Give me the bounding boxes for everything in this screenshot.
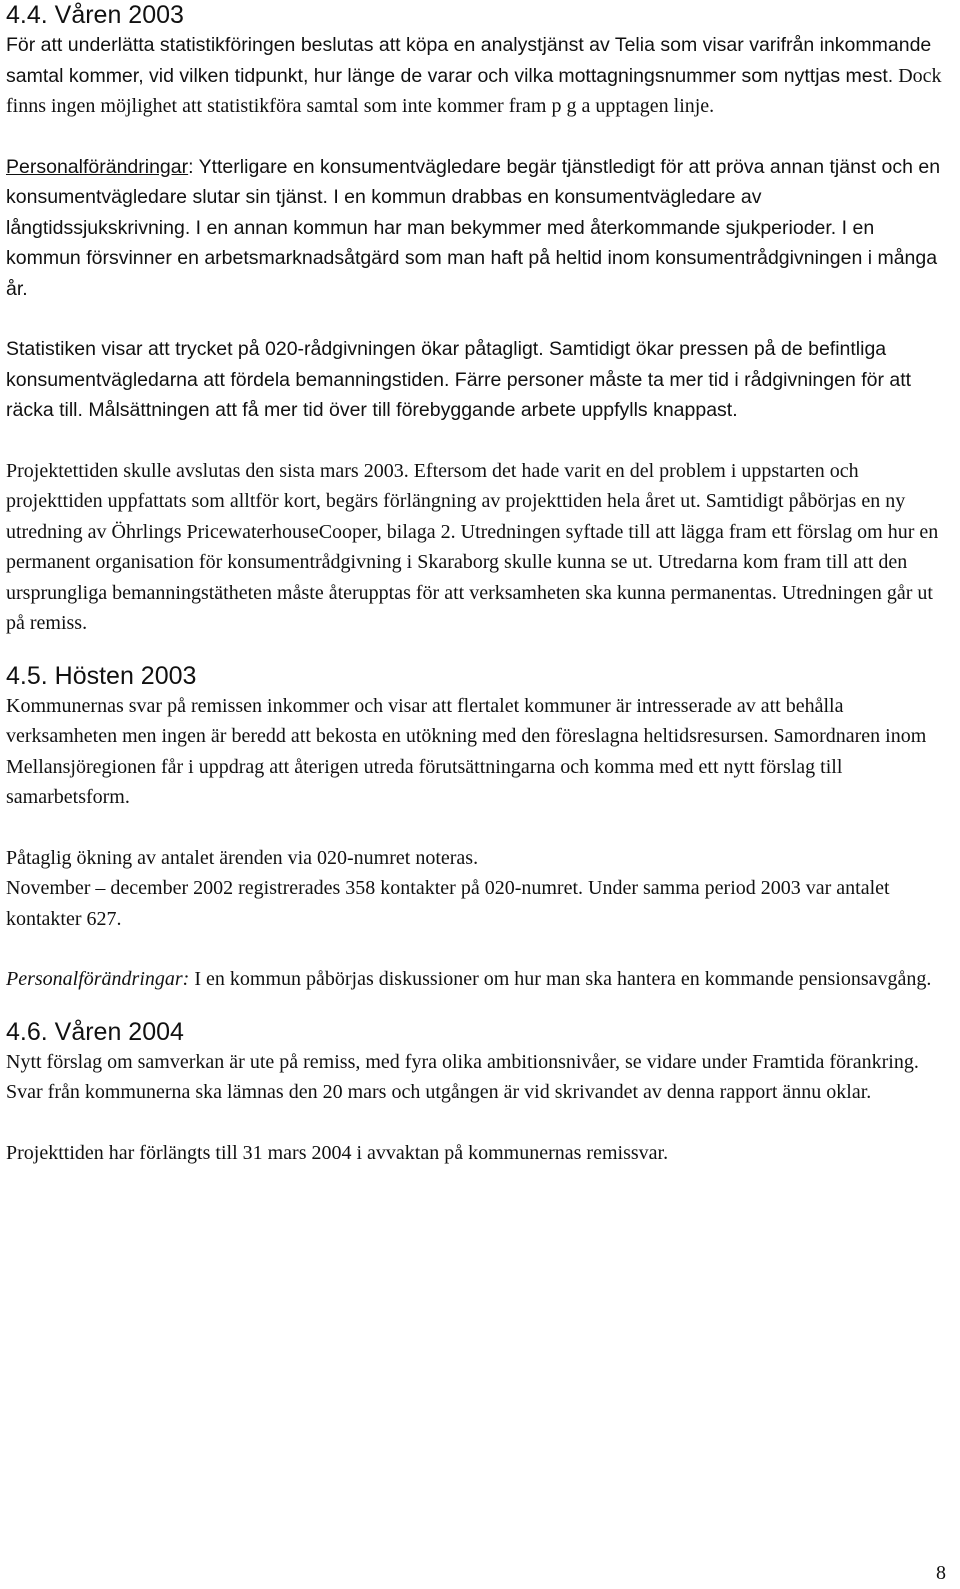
- paragraph-telia-sans-tail: mottagningsnummer som nyttjas mest.: [558, 64, 894, 87]
- personnel-changes-text: : Ytterligare en konsumentvägledare begär tjänstledigt för att pröva annan tjänst och en konsumentvägledare slutar sin tjänst. I en kommun drabbas en konsumentvägledare av långtidssjukskrivning. I en annan kommun har man bekymmer med återkommande sjukperioder. I en kommun försvinner en arbetsmarknadsåtgärd som man haft på heltid inom konsumentrådgivningen i många år.: [6, 155, 941, 300]
- section-heading-4-5: 4.5. Hösten 2003: [6, 661, 197, 690]
- personnel-changes-text-2: I en kommun påbörjas diskussioner om hur man ska hantera en kommande pensionsavgång.: [189, 968, 932, 990]
- paragraph-personnel-changes-2: [6, 964, 950, 995]
- personnel-changes-label-italic: Personalförändringar:: [6, 968, 190, 990]
- paragraph-personnel-changes-1: [6, 152, 950, 305]
- paragraph-new-proposal: Nytt förslag om samverkan är ute på remiss, med fyra olika ambitionsnivåer, se vidare under Framtida förankring. Svar från kommunerna ska lämnas den 20 mars och utgången är vid skrivandet av denna rapport ännu oklar.: [6, 1050, 919, 1103]
- paragraph-telia-serif-tail: Dock finns ingen möjlighet att statistikföra samtal som inte kommer fram p g a upptagen linje.: [6, 64, 942, 117]
- document-page: [6, 0, 950, 1168]
- section-heading-4-4: 4.4. Våren 2003: [6, 1, 184, 29]
- personnel-changes-label: Personalförändringar: [6, 155, 189, 178]
- page-number: 8: [936, 1562, 946, 1584]
- paragraph-statistics: Statistiken visar att trycket på 020-rådgivningen ökar påtagligt. Samtidigt ökar pressen på de befintliga konsumentvägledarna att fördela bemanningstiden. Färre personer måste ta mer tid i rådgivningen för att räcka till. Målsättningen att få mer tid över till förebyggande arbete uppfylls knappast.: [6, 338, 912, 421]
- paragraph-telia-sans-text: För att underlätta statistikföringen beslutas att köpa en analystjänst av Telia som visar varifrån inkommande samtal kommer, vid vilken tidpunkt, hur länge de varar och vilka: [6, 34, 932, 87]
- paragraph-project-time: Projektettiden skulle avslutas den sista mars 2003. Eftersom det hade varit en del problem i uppstarten och projekttiden uppfattats som alltför kort, begärs förlängning av projekttiden hela året ut. Samtidigt påbörjas en ny utredning av Öhrlings PricewaterhouseCooper, bilaga 2. Utredningen syftade till att lägga fram ett förslag om hur en permanent organisation för konsumentrådgivning i Skaraborg skulle kunna se ut. Utredarna kom fram till att den ursprungliga bemanningstätheten måste återupptas för att verksamheten ska kunna permanentas. Utredningen går ut på remiss.: [6, 459, 939, 634]
- paragraph-telia-analysis: [6, 30, 950, 122]
- paragraph-project-extension: Projekttiden har förlängts till 31 mars 2004 i avvaktan på kommunernas remissvar.: [6, 1141, 669, 1164]
- increase-line-1: Påtaglig ökning av antalet ärenden via 020-numret noteras.: [6, 846, 479, 869]
- section-heading-4-6: 4.6. Våren 2004: [6, 1017, 184, 1046]
- increase-line-2: November – december 2002 registrerades 358 kontakter på 020-numret. Under samma period 2003 var antalet kontakter 627.: [6, 877, 890, 930]
- paragraph-remiss-answers: Kommunernas svar på remissen inkommer och visar att flertalet kommuner är intresserade av att behålla verksamheten men ingen är beredd att bekosta en utökning med den föreslagna heltidsresursen. Samordnaren inom Mellansjöregionen får i uppdrag att återigen utreda förutsättningarna och komma med ett nytt förslag till samarbetsform.: [6, 694, 927, 808]
- paragraph-020-increase: [6, 843, 950, 935]
